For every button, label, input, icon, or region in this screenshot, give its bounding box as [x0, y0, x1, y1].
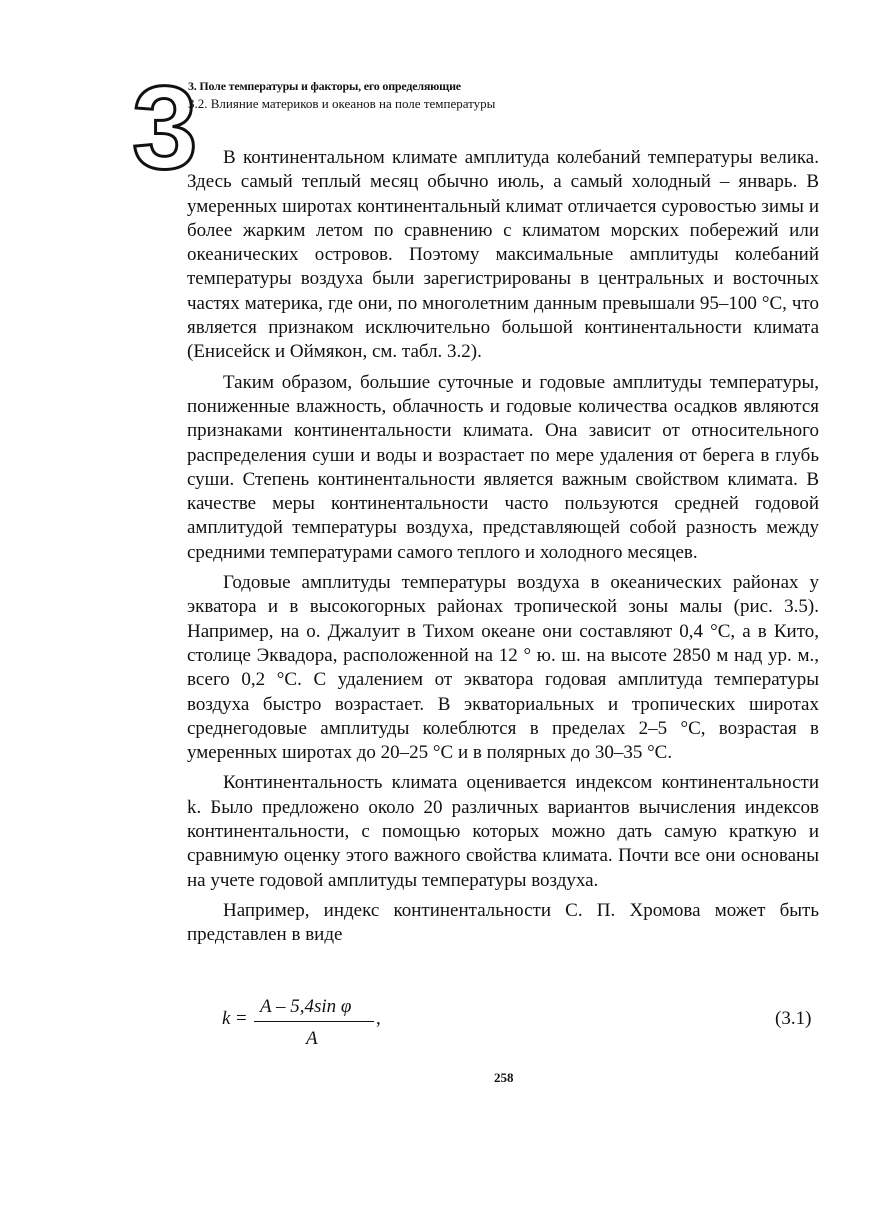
chapter-number: 3 — [132, 62, 198, 194]
fraction-bar — [254, 1021, 374, 1022]
page-number: 258 — [494, 1070, 514, 1085]
paragraph: Например, индекс континентальности С. П. Хромова может быть представлен в виде — [187, 899, 819, 946]
paragraph: Таким образом, большие суточные и годовые амплитуды температуры, пониженные влажность, облачность и годовые количества осадков являются признаками континентальности климата. Она зависит от относительного распределения суши и воды и возрастает по мере удаления от берега в глубь суши. Степень континентальности является важным свойством климата. В качестве меры континентальности часто пользуются средней годовой амплитудой температуры воздуха, представляющей собой разность между средними температурами самого теплого и холодного месяцев. — [187, 371, 819, 563]
formula-denominator: A — [306, 1028, 318, 1049]
chapter-title: 3. Поле температуры и факторы, его определяющие — [188, 79, 461, 93]
formula-lhs: k — [222, 1008, 231, 1029]
formula-equals: = — [236, 1008, 247, 1029]
paragraph: Континентальность климата оценивается индексом континентальности k. Было предложено около 20 различных вариантов вычисления индексов континентальности, с помощью которых можно дать самую краткую и сравнимую оценку этого важного свойства климата. Почти все они основаны на учете годовой амплитуды температуры воздуха. — [187, 772, 819, 891]
paragraph: В континентальном климате амплитуда колебаний температуры велика. Здесь самый теплый месяц обычно июль, а самый холодный – январь. В умеренных широтах континентальный климат отличается суровостью зимы и более жарким летом по сравнению с климатом морских побережий или океанических островов. Поэтому максимальные амплитуды колебаний температуры воздуха были зарегистрированы в центральных и восточных частях материка, где они, по многолетним данным превышали 95–100 °С, что является признаком исключительно большой континентальности климата (Енисейск и Оймякон, см. табл. 3.2). — [187, 147, 819, 363]
formula-label: (3.1) — [775, 1008, 812, 1029]
formula-3-1 — [222, 996, 822, 1056]
running-header — [188, 77, 495, 113]
chapter-number-graphic — [130, 62, 198, 194]
body-text — [187, 146, 819, 954]
paragraph: Годовые амплитуды температуры воздуха в океанических районах у экватора и в высокогорных районах тропической зоны малы (рис. 3.5). Например, на о. Джалуит в Тихом океане они составляют 0,4 °С, а в Кито, столице Эквадора, расположенной на 12 ° ю. ш. на высоте 2850 м над ур. м., всего 0,2 °С. С удалением от экватора годовая амплитуда температуры воздуха быстро возрастает. В экваториальных и тропических широтах среднегодовые амплитуды колеблются в пределах 2–5 °С, возрастая в умеренных широтах до 20–25 °С и в полярных до 30–35 °С. — [187, 572, 819, 764]
formula-comma: , — [376, 1008, 381, 1029]
formula-numerator: A – 5,4sin φ — [260, 996, 352, 1017]
section-title: 3.2. Влияние материков и океанов на поле температуры — [188, 96, 496, 111]
